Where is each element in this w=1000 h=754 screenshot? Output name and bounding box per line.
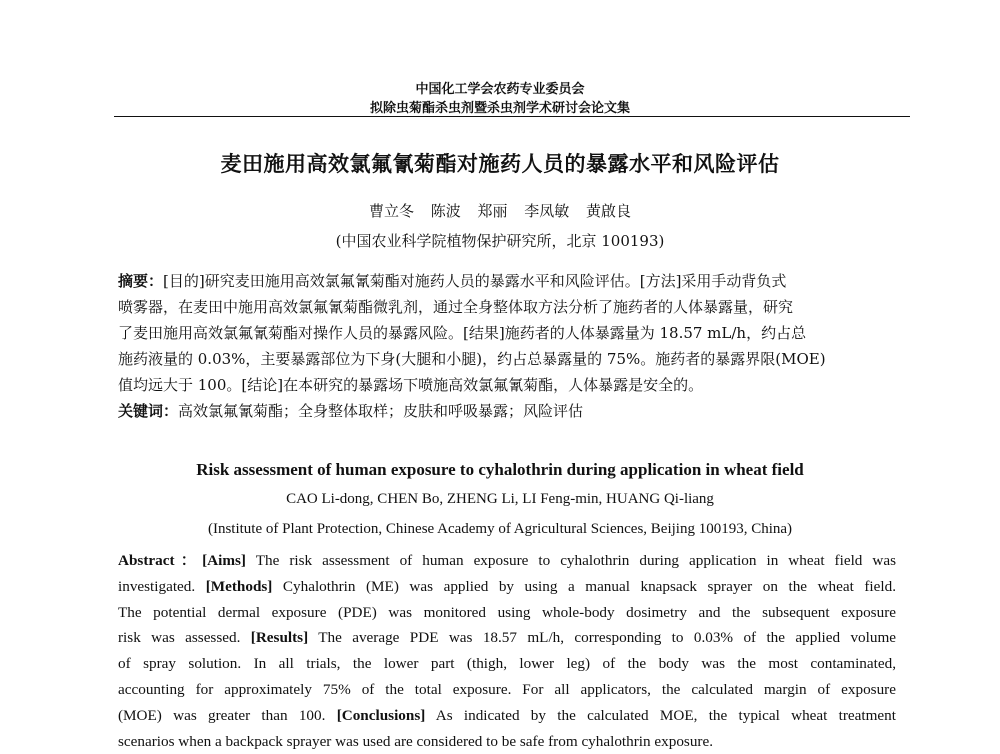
- english-abstract-text: The average PDE was 18.57 mL/h, corresponding to 0.03% of the applied volume: [308, 629, 896, 647]
- english-abstract-text: Cyhalothrin (ME) was applied by using a manual knapsack sprayer on the wheat field.: [272, 577, 896, 595]
- chinese-abstract-text: [目的]研究麦田施用高效氯氟氰菊酯对施药人员的暴露水平和风险评估。[方法]采用手动背负式: [163, 272, 787, 290]
- header-rule: [114, 116, 910, 117]
- results-tag: [Results]: [250, 629, 309, 647]
- english-abstract: [118, 548, 896, 754]
- methods-tag: [Methods]: [205, 577, 273, 595]
- chinese-abstract-label: 摘要：: [118, 272, 164, 290]
- conclusions-tag: [Conclusions]: [336, 706, 426, 724]
- aims-tag: [Aims]: [202, 552, 246, 569]
- chinese-affiliation: (中国农业科学院植物保护研究所，北京 100193): [335, 232, 665, 250]
- chinese-abstract-line: 施药液量的 0.03%，主要暴露部位为下身(大腿和小腿)，约占总暴露量的 75%。施药者的暴露界限(MOE): [118, 350, 826, 368]
- proceedings-header-line2: 拟除虫菊酯杀虫剂暨杀虫剂学术研讨会论文集: [369, 101, 630, 116]
- english-abstract-line: accounting for approximately 75% of the total exposure. For all applicators, the calculated margin of exposure: [118, 680, 896, 698]
- english-abstract-line: [118, 574, 896, 600]
- english-abstract-line: [118, 548, 896, 574]
- proceedings-header-line1: 中国化工学会农药专业委员会: [415, 82, 585, 97]
- chinese-abstract-line: 值均远大于 100。[结论]在本研究的暴露场下喷施高效氯氟氰菊酯，人体暴露是安全的。: [118, 376, 704, 394]
- english-abstract-line: The potential dermal exposure (PDE) was monitored using whole-body dosimetry and the subsequent exposure: [118, 603, 896, 621]
- chinese-abstract-line: 喷雾器，在麦田中施用高效氯氟氰菊酯微乳剂，通过全身整体取方法分析了施药者的人体暴露量，研究: [118, 298, 794, 316]
- english-affiliation: (Institute of Plant Protection, Chinese Academy of Agricultural Sciences, Beijing 100193, China): [207, 521, 793, 537]
- chinese-abstract-line: 了麦田施用高效氯氟氰菊酯对操作人员的暴露风险。[结果]施药者的人体暴露量为 18.57 mL/h，约占总: [118, 324, 807, 342]
- english-abstract-text: investigated.: [118, 577, 206, 595]
- english-authors: CAO Li-dong, CHEN Bo, ZHENG Li, LI Feng-min, HUANG Qi-liang: [286, 491, 714, 507]
- chinese-keywords-label: 关键词：: [118, 402, 179, 420]
- chinese-keywords-text: 高效氯氟氰菊酯；全身整体取样；皮肤和呼吸暴露；风险评估: [178, 402, 584, 420]
- english-abstract-text: (MOE) was greater than 100.: [118, 706, 337, 724]
- english-abstract-text: risk was assessed.: [118, 629, 251, 647]
- english-abstract-text: The risk assessment of human exposure to cyhalothrin during application in wheat field was: [245, 552, 896, 569]
- english-abstract-line: of spray solution. In all trials, the lower part (thigh, lower leg) of the body was the most contaminated,: [118, 655, 896, 673]
- chinese-abstract-line: [118, 268, 896, 294]
- chinese-abstract: [118, 268, 896, 424]
- english-abstract-line: scenarios when a backpack sprayer was used are considered to be safe from cyhalothrin exposure.: [118, 732, 714, 750]
- english-title: Risk assessment of human exposure to cyhalothrin during application in wheat field: [196, 460, 804, 479]
- chinese-keywords: [118, 398, 896, 424]
- english-abstract-line: [118, 703, 896, 729]
- chinese-title: 麦田施用高效氯氟氰菊酯对施药人员的暴露水平和风险评估: [220, 151, 780, 176]
- english-abstract-line: [118, 625, 896, 651]
- english-abstract-text: As indicated by the calculated MOE, the typical wheat treatment: [425, 706, 896, 724]
- chinese-authors: 曹立冬 陈波 郑丽 李凤敏 黄啟良: [368, 202, 632, 220]
- english-abstract-label: Abstract：: [118, 552, 203, 569]
